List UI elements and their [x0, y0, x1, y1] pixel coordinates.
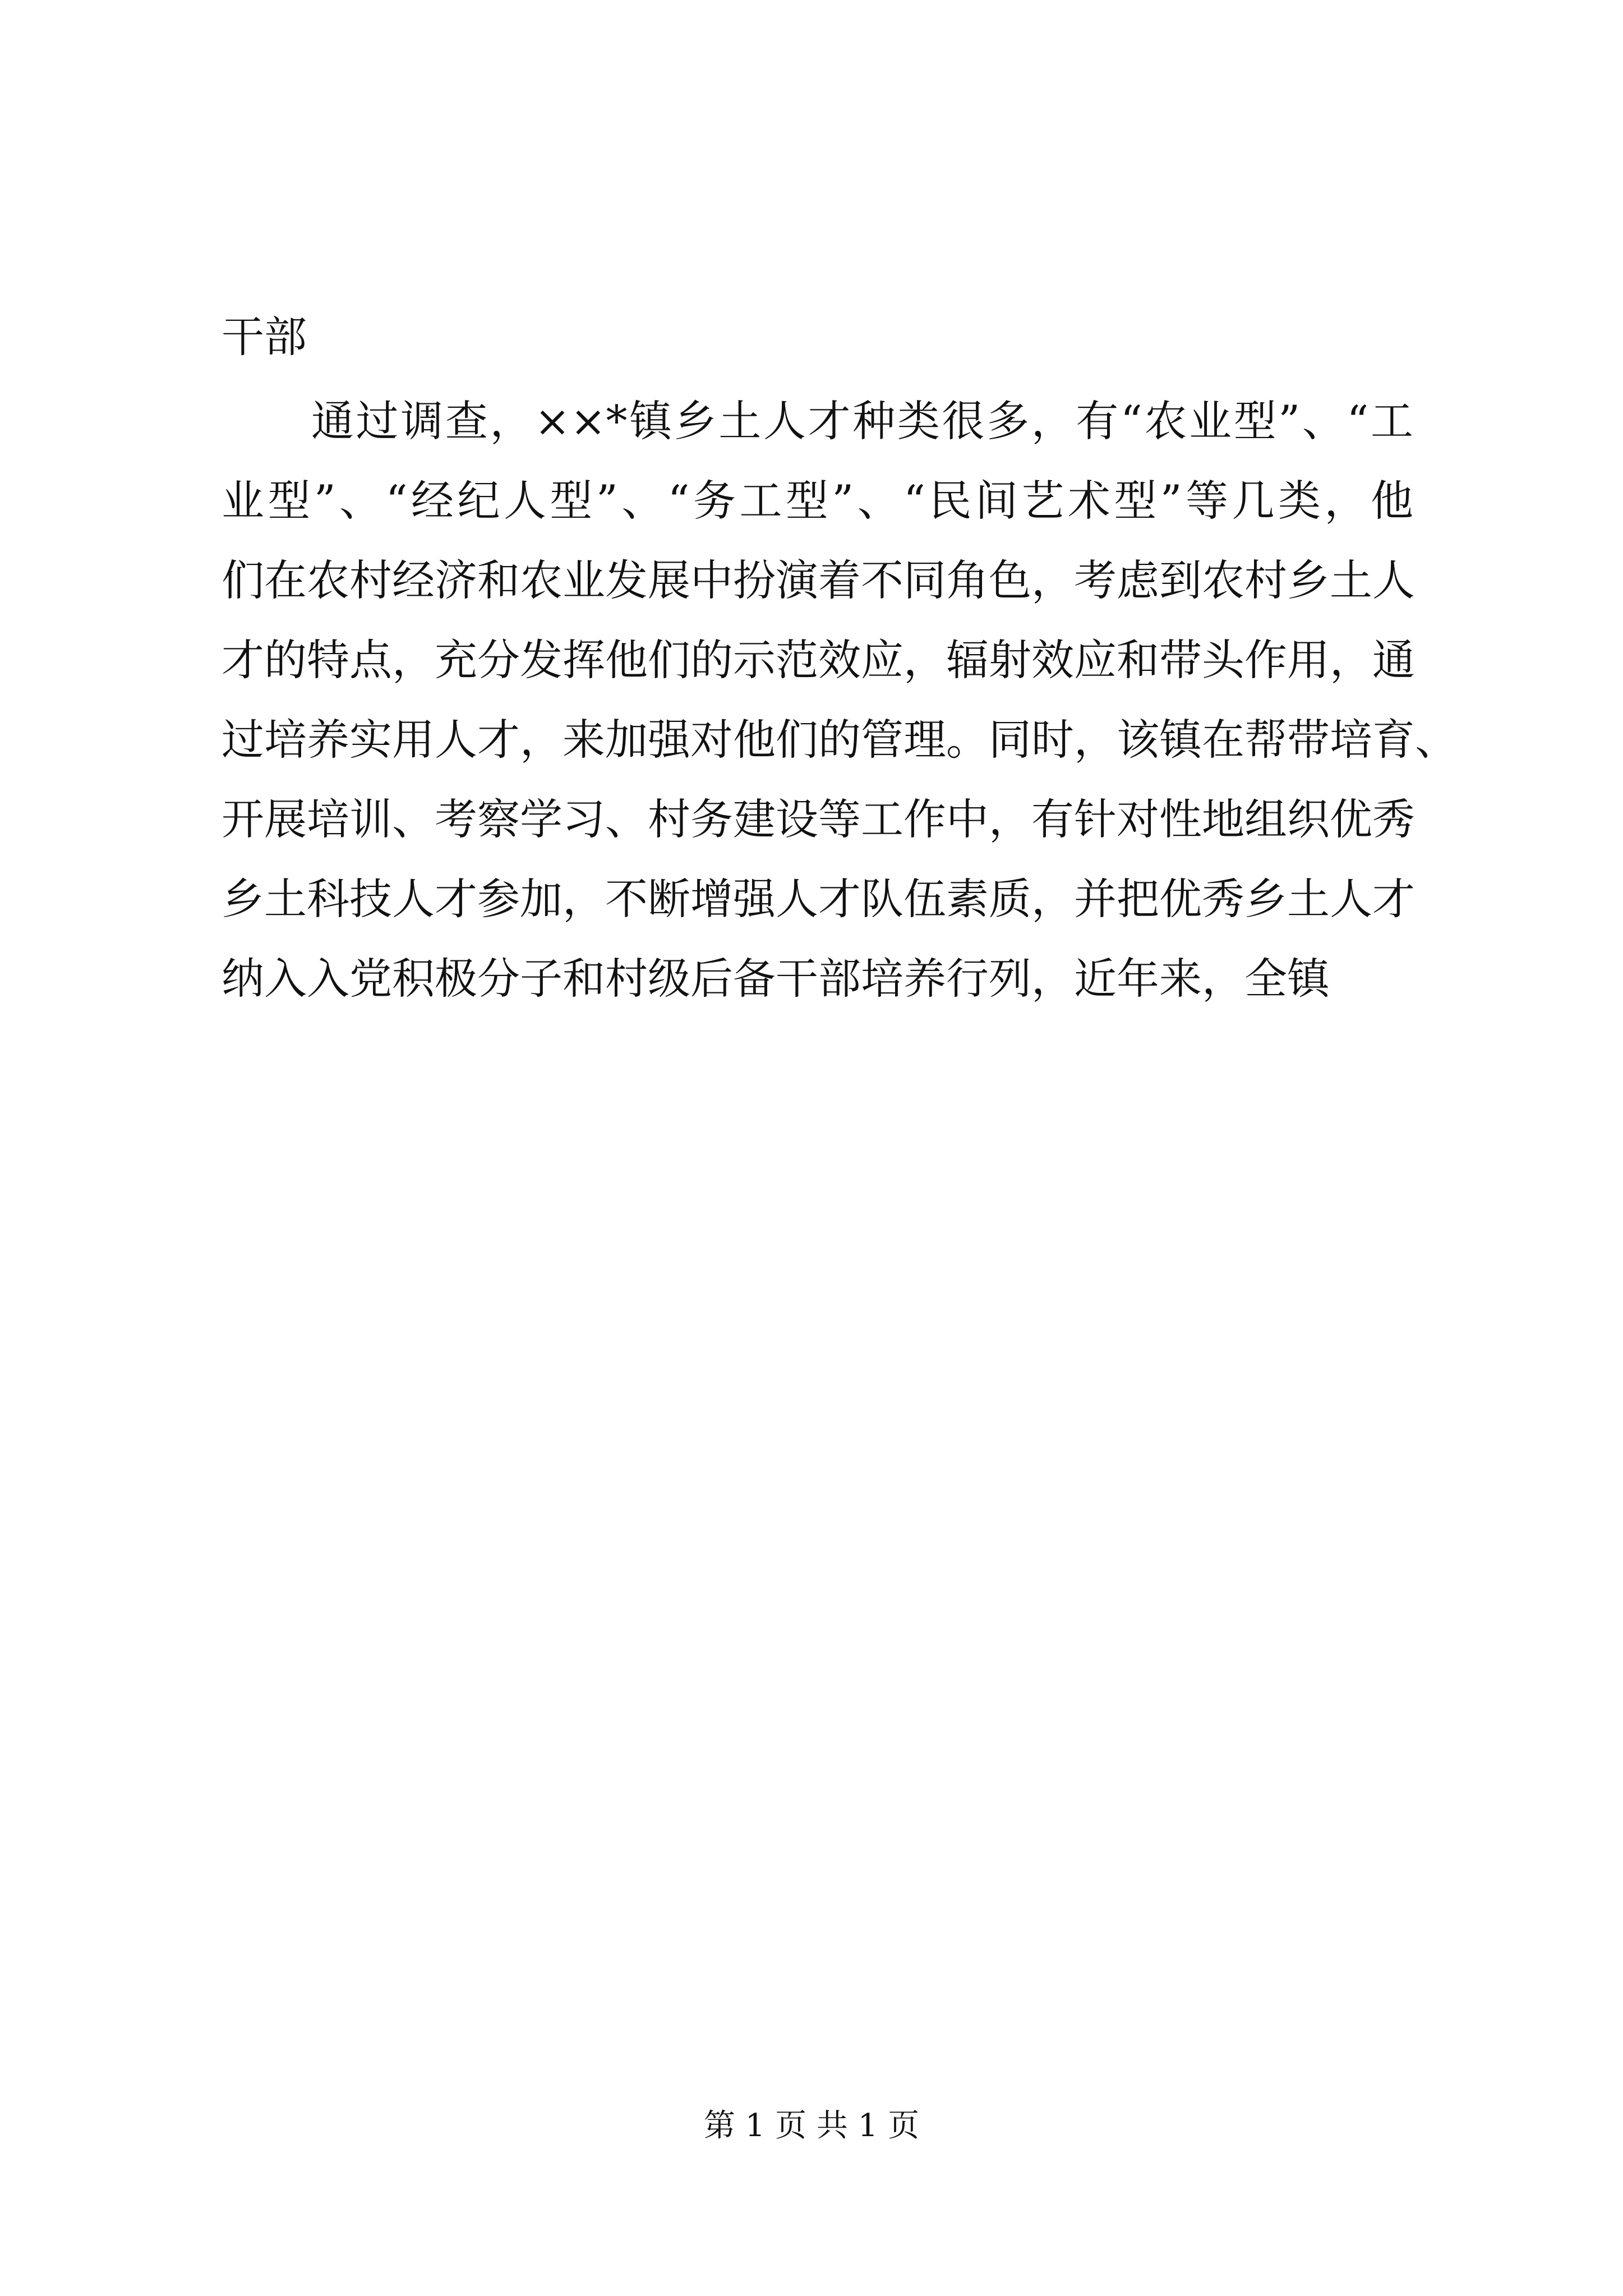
text-line: 纳入入党积极分子和村级后备干部培养行列，近年来，全镇: [222, 954, 1330, 1004]
text-line: 干部: [222, 312, 307, 362]
text-line: 业型”、“经纪人型”、“务工型”、“民间艺术型”等几类，他: [222, 476, 1413, 526]
page-number-footer: 第 1 页 共 1 页: [703, 2108, 920, 2144]
paragraph-first-line: 通过调查，××*镇乡土人才种类很多，有“农业型”、“工: [311, 396, 1413, 446]
text-line: 过培养实用人才，来加强对他们的管理。同时，该镇在帮带培育、: [222, 715, 1458, 765]
text-line: 乡土科技人才参加，不断增强人才队伍素质，并把优秀乡土人才: [222, 874, 1415, 924]
text-line: 们在农村经济和农业发展中扮演着不同角色，考虑到农村乡土人: [222, 555, 1415, 605]
text-line: 开展培训、考察学习、村务建设等工作中，有针对性地组织优秀: [222, 794, 1415, 844]
body-text: [222, 297, 1458, 1019]
text-line: 才的特点，充分发挥他们的示范效应，辐射效应和带头作用，通: [222, 635, 1415, 685]
